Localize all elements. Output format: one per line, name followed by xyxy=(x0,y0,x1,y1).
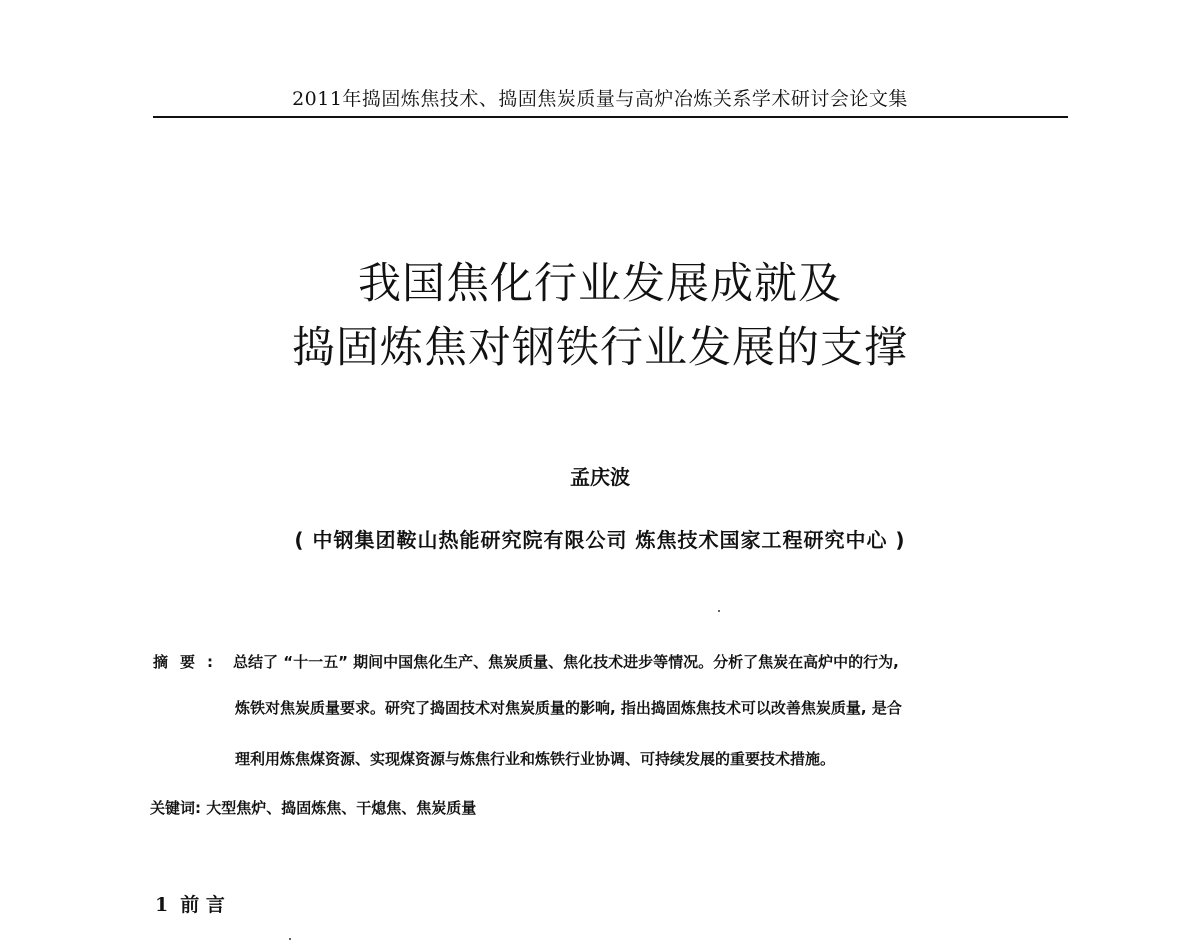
keywords: 关键词: 大型焦炉、捣固炼焦、干熄焦、焦炭质量 xyxy=(150,799,477,817)
abstract-line: 炼铁对焦炭质量要求。研究了捣固技术对焦炭质量的影响, 指出捣固炼焦技术可以改善焦炭质量, 是合 xyxy=(235,699,902,717)
abstract-label: 摘要: xyxy=(153,653,225,671)
abstract-line: 总结了 “十一五” 期间中国焦化生产、焦炭质量、焦化技术进步等情况。分析了焦炭在高炉中的行为, xyxy=(233,653,899,671)
author-name: 孟庆波 xyxy=(570,465,630,489)
running-header: 2011年捣固炼焦技术、捣固焦炭质量与高炉冶炼关系学术研讨会论文集 xyxy=(292,88,908,110)
scan-speck xyxy=(289,938,291,940)
author-affiliation: ( 中钢集团鞍山热能研究院有限公司 炼焦技术国家工程研究中心 ) xyxy=(294,528,906,552)
section-number: 1 xyxy=(155,894,169,916)
paper-title-line-2: 捣固炼焦对钢铁行业发展的支撑 xyxy=(292,323,908,373)
abstract-line: 理利用炼焦煤资源、实现煤资源与炼焦行业和炼铁行业协调、可持续发展的重要技术措施。 xyxy=(235,750,836,768)
section-title: 前 言 xyxy=(180,894,225,916)
section-heading xyxy=(155,890,225,917)
header-rule xyxy=(153,116,1068,118)
paper-title-line-1: 我国焦化行业发展成就及 xyxy=(358,259,842,309)
scan-speck xyxy=(718,610,720,612)
